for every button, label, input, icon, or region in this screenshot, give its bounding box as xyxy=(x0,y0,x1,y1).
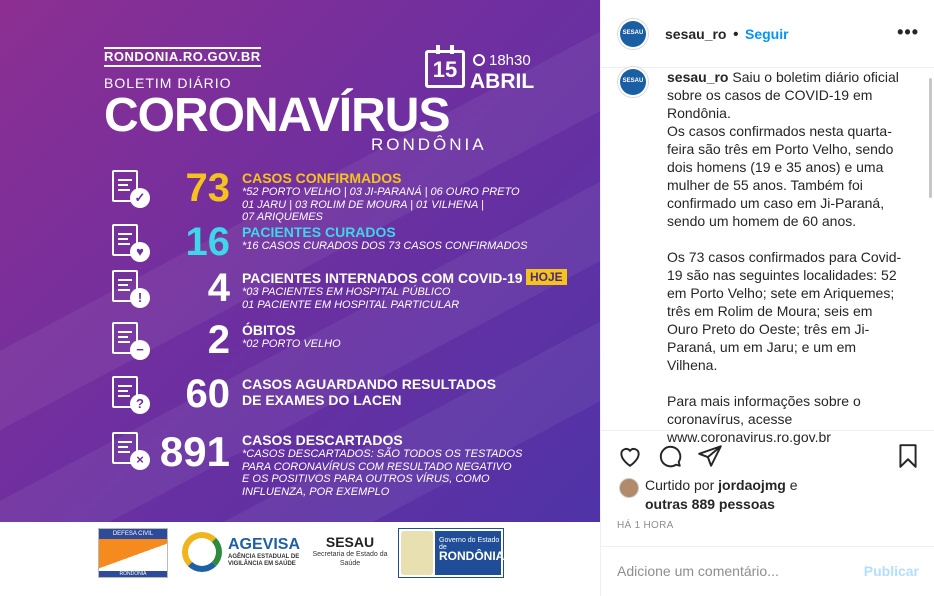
agevisa-subtitle: AGÊNCIA ESTADUAL DE VIGILÂNCIA EM SAÚDE xyxy=(228,554,300,567)
post-header xyxy=(601,0,934,68)
stat-label: PACIENTES CURADOS xyxy=(242,224,396,240)
stat-number: 16 xyxy=(185,220,230,264)
post-comment-button[interactable]: Publicar xyxy=(863,563,919,579)
exclamation-icon: ! xyxy=(130,288,150,308)
time-text: 18h30 xyxy=(489,52,531,69)
defesa-bottom-text: RONDÔNIA xyxy=(99,571,167,577)
defesa-emblem xyxy=(99,539,167,573)
minus-icon: − xyxy=(130,340,150,360)
caption-username[interactable]: sesau_ro xyxy=(667,69,729,85)
document-icon xyxy=(112,376,144,411)
stat-detail: *16 CASOS CURADOS DOS 73 CASOS CONFIRMADOS xyxy=(242,240,528,252)
state-crest-icon xyxy=(401,531,433,575)
date-day: 15 xyxy=(432,57,458,82)
document-icon xyxy=(112,432,144,467)
comment-icon[interactable] xyxy=(657,443,683,469)
agevisa-name: AGEVISA xyxy=(228,536,301,553)
action-bar xyxy=(601,430,934,474)
sesau-logo xyxy=(310,528,390,578)
bulletin-label: BOLETIM DIÁRIO xyxy=(104,75,232,91)
gov-name-text: RONDÔNIA xyxy=(439,549,505,563)
caption-scrollbar[interactable] xyxy=(929,78,932,198)
more-icon[interactable]: ••• xyxy=(897,22,919,42)
stat-detail: *03 PACIENTES EM HOSPITAL PÚBLICO 01 PACIENTE EM HOSPITAL PARTICULAR xyxy=(242,286,460,311)
sesau-name: SESAU xyxy=(325,534,375,550)
post-sidebar xyxy=(600,0,934,596)
caption-avatar[interactable] xyxy=(617,66,649,98)
stat-number: 73 xyxy=(185,166,230,210)
x-icon: × xyxy=(130,450,150,470)
stat-detail: *CASOS DESCARTADOS: SÃO TODOS OS TESTADOS PARA CORONAVÍRUS COM RESULTADO NEGATIVO E OS POSITIVOS PARA OUTROS VÍRUS, COMO INFLUENZA, POR EXEMPLO xyxy=(242,448,523,498)
liker-username[interactable]: jordaojmg xyxy=(718,477,786,493)
caption-text: Saiu o boletim diário oficial sobre os casos de COVID-19 em Rondônia. Os casos confirmados nesta quarta-feira são três em Porto Velho, sendo dois homens (19 e 35 anos) e uma mulher de 55 anos. Também foi confirmado um caso em Ji-Paraná, sendo um homem de 60 anos. Os 73 casos confirmados para Covid-19 são nas seguintes localidades: 52 em Porto Velho; sete em Ariquemes; três em Rolim de Moura; seis em Ouro Preto do Oeste; três em Ji-Paraná, um em Jaru; e um em Vilhena. Para mais informações sobre o coronavírus, acesse www.coronavirus.ro.gov.br xyxy=(667,69,902,445)
avatar-text: SESAU xyxy=(620,21,646,47)
stat-label: CASOS DESCARTADOS xyxy=(242,432,403,448)
stat-label: CASOS CONFIRMADOS xyxy=(242,170,402,186)
liker-avatar[interactable] xyxy=(619,478,639,498)
today-badge: HOJE xyxy=(526,269,567,285)
bulletin-time xyxy=(473,52,531,69)
date-month: ABRIL xyxy=(470,70,535,93)
heart-icon: ♥ xyxy=(130,242,150,262)
document-icon xyxy=(112,322,144,357)
stat-number: 891 xyxy=(159,428,230,475)
region-title: RONDÔNIA xyxy=(371,135,487,154)
calendar-icon xyxy=(425,50,465,88)
question-icon: ? xyxy=(130,394,150,414)
agevisa-logo xyxy=(182,528,302,578)
post-timestamp[interactable]: HÁ 1 HORA xyxy=(617,520,674,531)
stat-label: PACIENTES INTERNADOS COM COVID-19 xyxy=(242,270,523,286)
stat-detail: *52 PORTO VELHO | 03 JI-PARANÁ | 06 OURO PRETO 01 JARU | 03 ROLIM DE MOURA | 01 VILHENA | 07 ARIQUEMES xyxy=(242,186,520,223)
likes-others-link[interactable]: outras 889 pessoas xyxy=(645,496,775,512)
agevisa-emblem xyxy=(182,532,222,572)
avatar[interactable] xyxy=(617,18,649,50)
header-separator: • xyxy=(732,26,739,43)
comment-bar xyxy=(601,546,934,596)
likes-prefix: Curtido por xyxy=(645,477,719,493)
stat-detail: *02 PORTO VELHO xyxy=(242,338,341,350)
comment-input[interactable] xyxy=(617,563,837,579)
gov-top-text: Governo do Estado de xyxy=(439,537,500,551)
main-title: CORONAVÍRUS xyxy=(104,89,450,142)
likes-middle: e xyxy=(785,477,798,493)
avatar-text: SESAU xyxy=(620,69,646,95)
stat-number: 60 xyxy=(185,372,230,416)
logo-bar xyxy=(0,522,600,596)
stat-number: 2 xyxy=(207,318,230,362)
site-url: RONDONIA.RO.GOV.BR xyxy=(104,47,261,67)
likes-summary xyxy=(645,476,798,514)
follow-button[interactable]: Seguir xyxy=(745,26,789,42)
document-icon xyxy=(112,224,144,259)
header-username[interactable]: sesau_ro xyxy=(665,26,727,42)
stat-number: 4 xyxy=(207,266,230,310)
share-icon[interactable] xyxy=(697,443,723,469)
bookmark-icon[interactable] xyxy=(895,443,921,469)
sesau-subtitle: Secretaria de Estado da Saúde xyxy=(312,551,388,567)
heart-icon[interactable] xyxy=(617,443,643,469)
stat-label: ÓBITOS xyxy=(242,322,296,338)
defesa-top-text: DEFESA CIVIL xyxy=(99,529,167,539)
governo-rondonia-logo xyxy=(398,528,504,578)
check-icon: ✓ xyxy=(130,188,150,208)
defesa-civil-logo xyxy=(98,528,168,578)
document-icon xyxy=(112,170,146,205)
stat-label: CASOS AGUARDANDO RESULTADOS DE EXAMES DO LACEN xyxy=(242,376,497,408)
clock-icon xyxy=(473,54,485,66)
post-caption xyxy=(667,68,907,446)
document-icon xyxy=(112,270,143,305)
